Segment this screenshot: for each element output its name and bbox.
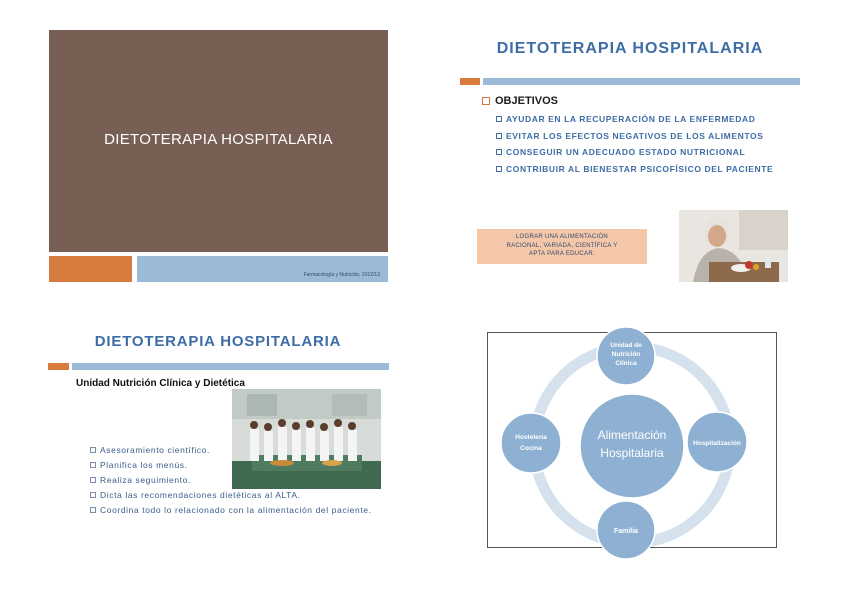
slide2-objectives-list	[496, 114, 786, 180]
list-item: CONSEGUIR UN ADECUADO ESTADO NUTRICIONAL	[496, 147, 786, 158]
slide3-orange-bar	[48, 363, 69, 370]
patient-photo-illustration	[679, 210, 788, 282]
node-label: Familia	[613, 528, 639, 535]
list-item: Planifica los menús.	[90, 460, 380, 471]
list-item: CONTRIBUIR AL BIENESTAR PSICOFÍSICO DEL PACIENTE	[496, 164, 786, 175]
slide2-blue-bar	[483, 78, 800, 85]
slide3-functions-list	[90, 445, 380, 520]
slide1-footer: Farmacología y Nutrición, 2012/13	[303, 272, 380, 278]
slide2-section-heading	[482, 95, 558, 107]
list-item: AYUDAR EN LA RECUPERACIÓN DE LA ENFERMEDAD	[496, 114, 786, 125]
slide3-title: DIETOTERAPIA HOSPITALARIA	[94, 333, 342, 350]
node-label: Nutrición	[611, 351, 641, 358]
slide1-title: DIETOTERAPIA HOSPITALARIA	[104, 131, 333, 148]
center-node-label: Hospitalaria	[600, 446, 664, 460]
slide3-blue-bar	[72, 363, 389, 370]
slide2-orange-bar	[460, 78, 480, 85]
list-item: Coordina todo lo relacionado con la alimentación del paciente.	[90, 505, 380, 516]
slide2-title: DIETOTERAPIA HOSPITALARIA	[496, 40, 764, 57]
node-label: Hostelería	[515, 434, 547, 441]
square-bullet-icon	[482, 97, 490, 105]
list-item: Dicta las recomendaciones dietéticas al ALTA.	[90, 490, 380, 501]
node-label: Hospitalización	[693, 440, 741, 447]
slide1-orange-block	[49, 256, 132, 282]
slide1-blue-block	[137, 256, 388, 282]
list-item: Asesoramiento científico.	[90, 445, 380, 456]
list-item: EVITAR LOS EFECTOS NEGATIVOS DE LOS ALIMENTOS	[496, 131, 786, 142]
node-label: Cocina	[520, 445, 542, 452]
slide3-subtitle: Unidad Nutrición Clínica y Dietética	[76, 378, 245, 389]
slide2-highlight-box	[477, 229, 647, 264]
center-node-label: Alimentación	[597, 428, 667, 442]
patient-meal-photo	[679, 210, 788, 282]
highlight-line: RACIONAL, VARIADA, CIENTÍFICA Y	[506, 242, 618, 249]
node-label: Unidad de	[610, 342, 642, 349]
slide2-section-label: OBJETIVOS	[495, 95, 558, 107]
alimentacion-cycle-diagram	[487, 326, 787, 562]
node-hosteleria	[501, 413, 561, 473]
list-item: Realiza seguimiento.	[90, 475, 380, 486]
highlight-line: LOGRAR UNA ALIMENTACIÓN	[515, 234, 609, 240]
node-label: Clínica	[615, 360, 637, 367]
highlight-line: APTA PARA EDUCAR.	[529, 251, 595, 257]
